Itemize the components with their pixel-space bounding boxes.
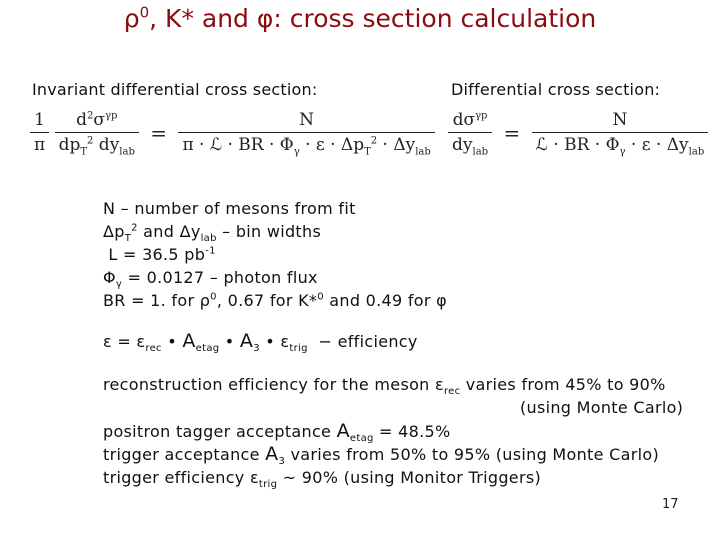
def-br: BR = 1. for $\rho^0$, 0.67 for K*$^0$ and 0.49 for φ [103,291,448,310]
invariant-label: Invariant differential cross section: [32,80,318,99]
title-phi: φ [256,4,274,33]
def-bins: $\Delta p_T^2$ and $\Delta y_{lab}$ – bin widths [103,222,322,245]
reco-efficiency-line: reconstruction efficiency for the meson $\varepsilon_{rec}$ varies from 45% to 90% [103,375,666,398]
def-n: N – number of mesons from fit [103,199,356,218]
trigger-acceptance-line: trigger acceptance $A_3$ varies from 50% to 95% (using Monte Carlo) [103,443,659,468]
reco-efficiency-note: (using Monte Carlo) [520,398,684,417]
title-rho: $\rho^0$ [123,3,150,33]
slide-title: $\rho^0$, K* and φ: cross section calculation [123,3,597,33]
differential-label: Differential cross section: [451,80,661,99]
trigger-efficiency-line: trigger efficiency $\varepsilon_{trig}$ ~ 90% (using Monitor Triggers) [103,468,542,491]
tagger-acceptance-line: positron tagger acceptance $A_{etag} = 48.5\%$ [103,420,451,445]
def-flux: $\Phi_\gamma = 0.0127$ – photon flux [103,268,318,291]
def-lumi: L = 36.5 $pb^{-1}$ [103,245,216,264]
differential-formula: $\frac{d\sigma^{\gamma p}}{dy_{lab}}$ = $\frac{N}{ℒ \cdot BR \cdot \Phi_\gamma \cdot \varepsilon \cdot \Delta y_{lab}}$ [448,110,708,155]
efficiency-formula: $\varepsilon = \varepsilon_{rec}$ • $A_{etag}$ • $A_3$ • $\varepsilon_{trig}$ − efficiency [103,330,418,355]
invariant-formula: $\frac{1}{\pi}$ $\frac{d^2\sigma^{\gamma p}}{dp_T^2 dy_{lab}}$ = $\frac{N}{\pi \cdot ℒ \cdot BR \cdot \Phi_\gamma \cdot \varepsilon \cdot \Delta p_T^2 \cdot \Delta y_{lab}}$ [30,110,435,155]
page-number: 17 [662,497,679,512]
definitions-block [103,197,447,312]
